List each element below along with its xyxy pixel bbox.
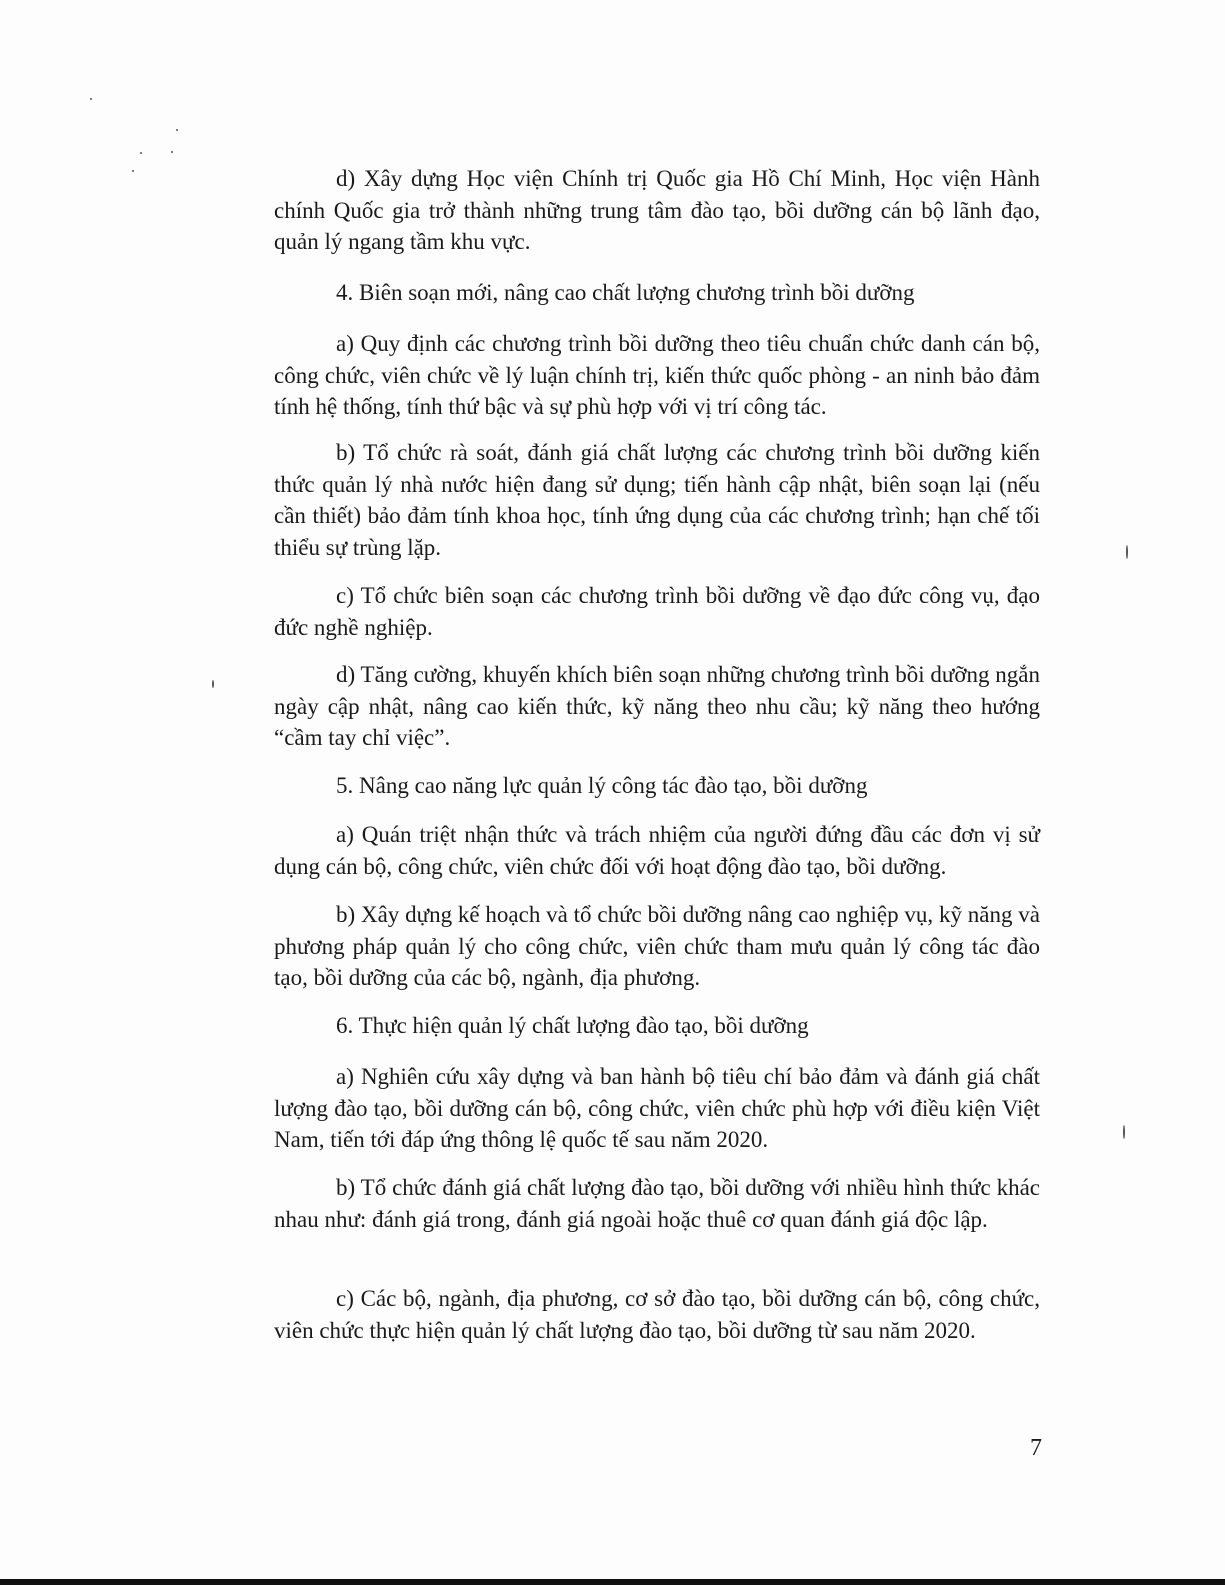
page-number: 7 — [1030, 1435, 1042, 1461]
scan-speck — [90, 98, 92, 100]
paragraph-3d: d) Xây dựng Học viện Chính trị Quốc gia Hồ Chí Minh, Học viện Hành chính Quốc gia trở thành những trung tâm đào tạo, bồi dưỡng cán bộ lãnh đạo, quản lý ngang tầm khu vực. — [274, 166, 1040, 254]
scan-speck — [1123, 1125, 1125, 1139]
scan-speck — [171, 151, 173, 153]
paragraph-6c: c) Các bộ, ngành, địa phương, cơ sở đào tạo, bồi dưỡng cán bộ, công chức, viên chức thực hiện quản lý chất lượng đào tạo, bồi dưỡng từ sau năm 2020. — [274, 1286, 1040, 1343]
scan-speck — [140, 152, 142, 154]
section-heading-5: 5. Nâng cao năng lực quản lý công tác đào tạo, bồi dưỡng — [336, 773, 868, 798]
scan-speck — [132, 170, 134, 172]
section-heading-6: 6. Thực hiện quản lý chất lượng đào tạo, bồi dưỡng — [336, 1013, 809, 1038]
paragraph-6b: b) Tổ chức đánh giá chất lượng đào tạo, bồi dưỡng với nhiều hình thức khác nhau như: đánh giá trong, đánh giá ngoài hoặc thuê cơ quan đánh giá độc lập. — [274, 1175, 1040, 1232]
paragraph-4c: c) Tổ chức biên soạn các chương trình bồi dưỡng về đạo đức công vụ, đạo đức nghề nghiệp. — [274, 583, 1040, 640]
paragraph-4d: d) Tăng cường, khuyến khích biên soạn những chương trình bồi dưỡng ngắn ngày cập nhật, nâng cao kiến thức, kỹ năng theo nhu cầu; kỹ năng theo hướng “cầm tay chỉ việc”. — [274, 662, 1040, 750]
scan-edge — [0, 1579, 1225, 1585]
paragraph-6a: a) Nghiên cứu xây dựng và ban hành bộ tiêu chí bảo đảm và đánh giá chất lượng đào tạo, bồi dưỡng cán bộ, công chức, viên chức phù hợp với điều kiện Việt Nam, tiến tới đáp ứng thông lệ quốc tế sau năm 2020. — [274, 1064, 1040, 1152]
paragraph-4b: b) Tổ chức rà soát, đánh giá chất lượng các chương trình bồi dưỡng kiến thức quản lý nhà nước hiện đang sử dụng; tiến hành cập nhật, biên soạn lại (nếu cần thiết) bảo đảm tính khoa học, tính ứng dụng của các chương trình; hạn chế tối thiểu sự trùng lặp. — [274, 440, 1040, 560]
paragraph-5b: b) Xây dựng kế hoạch và tổ chức bồi dưỡng nâng cao nghiệp vụ, kỹ năng và phương pháp quản lý cho công chức, viên chức tham mưu quản lý công tác đào tạo, bồi dưỡng của các bộ, ngành, địa phương. — [274, 902, 1040, 990]
scan-speck — [176, 129, 178, 131]
section-heading-4: 4. Biên soạn mới, nâng cao chất lượng chương trình bồi dưỡng — [336, 280, 915, 305]
paragraph-4a: a) Quy định các chương trình bồi dưỡng theo tiêu chuẩn chức danh cán bộ, công chức, viên chức về lý luận chính trị, kiến thức quốc phòng - an ninh bảo đảm tính hệ thống, tính thứ bậc và sự phù hợp với vị trí công tác. — [274, 331, 1040, 419]
paragraph-5a: a) Quán triệt nhận thức và trách nhiệm của người đứng đầu các đơn vị sử dụng cán bộ, công chức, viên chức đối với hoạt động đào tạo, bồi dưỡng. — [274, 822, 1040, 879]
scan-speck — [1126, 545, 1128, 559]
scan-speck — [212, 680, 214, 688]
